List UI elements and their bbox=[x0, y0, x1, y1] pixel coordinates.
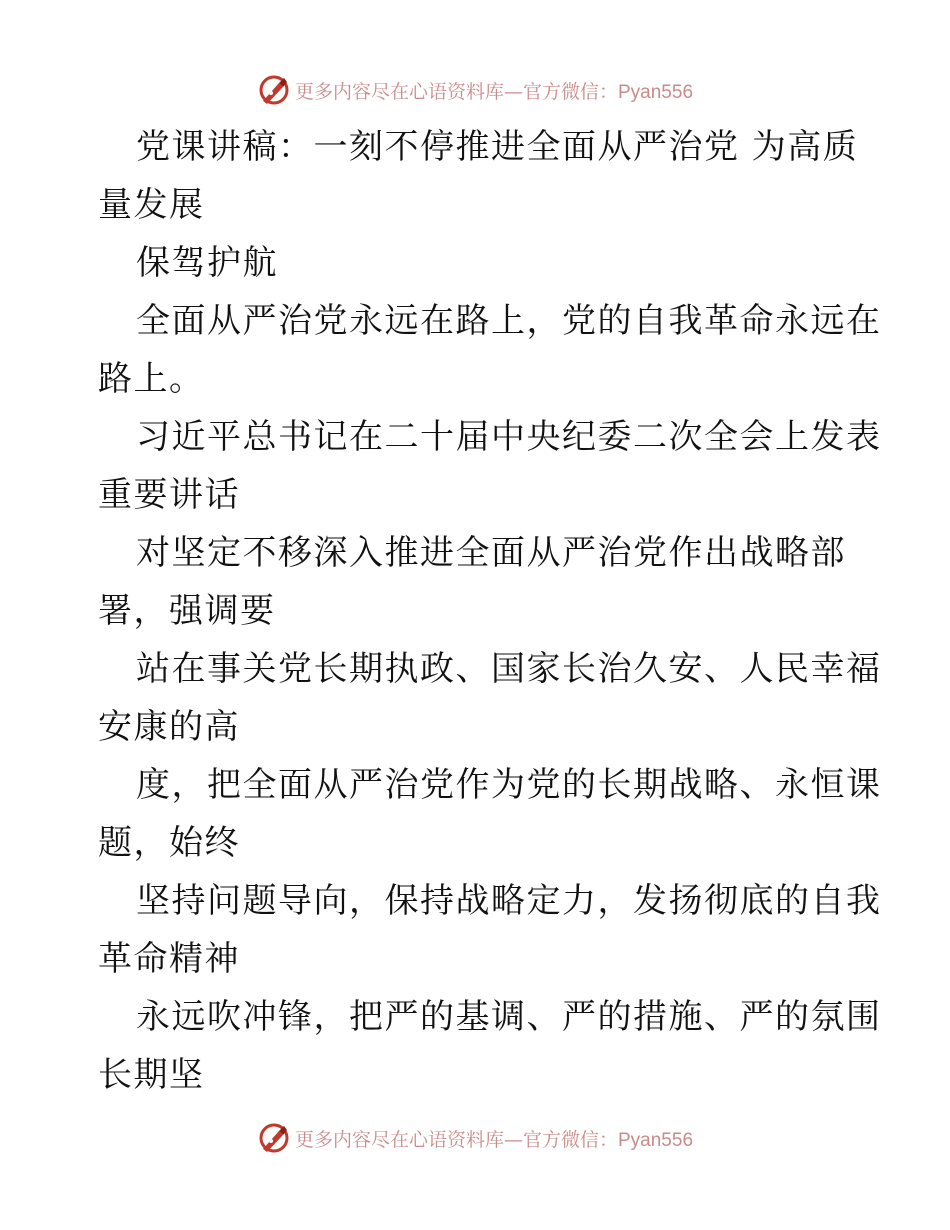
document-body bbox=[98, 118, 882, 1104]
text-line: 长期坚 bbox=[98, 1055, 205, 1095]
banner-text bbox=[295, 77, 693, 104]
text-line: 对坚定不移深入推进全面从严治党作出战略部 bbox=[136, 533, 846, 573]
text-line: 习近平总书记在二十届中央纪委二次全会上发表 bbox=[136, 417, 882, 457]
footer-banner bbox=[0, 1118, 950, 1158]
pen-logo-icon bbox=[257, 73, 291, 107]
text-line: 全面从严治党永远在路上，党的自我革命永远在 bbox=[136, 301, 882, 341]
pen-logo-icon bbox=[257, 1121, 291, 1155]
text-line: 量发展 bbox=[98, 185, 205, 225]
text-line: 题，始终 bbox=[98, 823, 240, 863]
text-line: 保驾护航 bbox=[136, 243, 278, 283]
banner-wechat-id: Pyan556 bbox=[618, 81, 694, 103]
text-line: 安康的高 bbox=[98, 707, 240, 747]
text-line: 路上。 bbox=[98, 359, 205, 399]
banner-text bbox=[295, 1125, 693, 1152]
text-line: 署，强调要 bbox=[98, 591, 276, 631]
text-line: 党课讲稿：一刻不停推进全面从严治党 为高质 bbox=[136, 127, 859, 167]
text-line: 重要讲话 bbox=[98, 475, 240, 515]
text-line: 站在事关党长期执政、国家长治久安、人民幸福 bbox=[136, 649, 882, 689]
text-line: 坚持问题导向，保持战略定力，发扬彻底的自我 bbox=[136, 881, 882, 921]
text-line: 革命精神 bbox=[98, 939, 240, 979]
header-banner bbox=[0, 70, 950, 110]
banner-site-text: 更多内容尽在心语资料库—官方微信： bbox=[294, 1128, 618, 1151]
text-line: 度，把全面从严治党作为党的长期战略、永恒课 bbox=[136, 765, 882, 805]
banner-wechat-id: Pyan556 bbox=[618, 1129, 694, 1151]
banner-site-text: 更多内容尽在心语资料库—官方微信： bbox=[294, 80, 618, 103]
text-line: 永远吹冲锋，把严的基调、严的措施、严的氛围 bbox=[136, 997, 882, 1037]
